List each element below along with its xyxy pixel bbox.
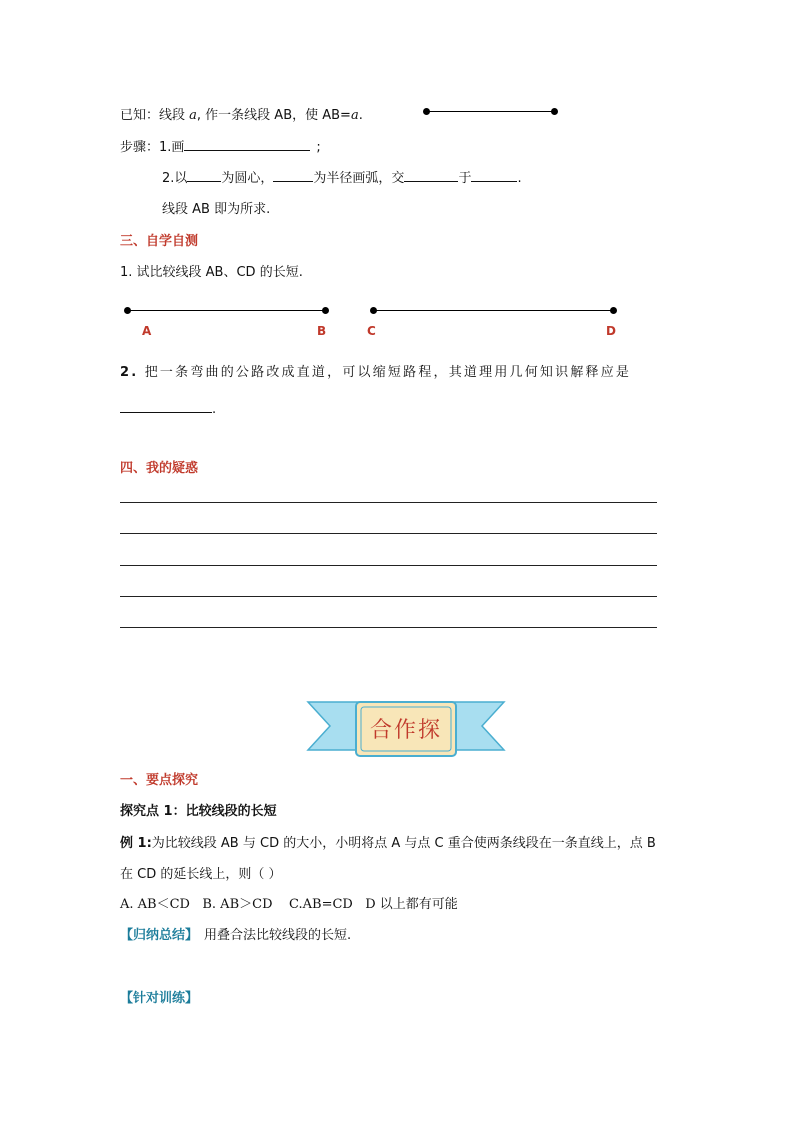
point-c-dot [370, 307, 377, 314]
doubt-line-3 [120, 565, 657, 566]
doubt-line-1 [120, 502, 657, 503]
example-1-text-1: 为比较线段 AB 与 CD 的大小，小明将点 A 与点 C 重合使两条线段在一条直线上，点 B [151, 836, 656, 851]
step-2-blank-point [471, 167, 517, 182]
point-b-label: B [317, 324, 327, 338]
segment-a-line [427, 111, 555, 112]
example-1-line-2: 在 CD 的延长线上，则（ ） [120, 867, 282, 882]
point-b-dot [322, 307, 329, 314]
doubt-line-2 [120, 533, 657, 534]
example-1-label: 例 1: [120, 836, 152, 851]
doubt-line-5 [120, 627, 657, 628]
section-3-q1: 1. 试比较线段 AB、CD 的长短. [120, 265, 303, 280]
step-2 [162, 167, 522, 186]
step-2-c: 为半径画弧，交 [313, 171, 405, 186]
step-1-blank [184, 136, 310, 151]
example-1-line-1 [120, 832, 656, 851]
training-label: 【针对训练】 [120, 991, 199, 1006]
example-1-options: A. AB＜CD B. AB＞CD C.AB=CD D 以上都有可能 [120, 897, 458, 912]
section-3-q2-answer [120, 398, 216, 417]
point-a-label: A [142, 324, 152, 338]
section-3-q2 [120, 361, 631, 380]
banner-title: 合作探 [369, 718, 442, 743]
given-var-a2: a [350, 108, 359, 123]
step-2-e: . [517, 171, 522, 186]
given-var-a: a [189, 108, 197, 123]
step-2-blank-radius [273, 167, 313, 182]
q2-number: 2. [120, 365, 139, 380]
q2-end: . [212, 402, 217, 417]
summary-line [120, 924, 351, 943]
step-2-a: 2.以 [162, 171, 188, 186]
doubt-line-4 [120, 596, 657, 597]
step-2-b: 为圆心， [221, 171, 274, 186]
step-3: 线段 AB 即为所求. [162, 202, 271, 217]
step-2-d: 于 [458, 171, 472, 186]
summary-text: 用叠合法比较线段的长短. [204, 928, 352, 943]
given-suffix: . [358, 108, 363, 123]
segment-ab-line [128, 310, 326, 311]
given-middle: , 作一条线段 AB，使 AB= [196, 108, 351, 123]
steps-label: 步骤：1.画 [120, 140, 185, 155]
section-3-heading: 三、自学自测 [120, 234, 199, 249]
point-d-dot [610, 307, 617, 314]
explore-heading: 一、要点探究 [120, 773, 199, 788]
section-4-heading: 四、我的疑惑 [120, 461, 199, 476]
segment-cd-line [374, 310, 614, 311]
step-1 [120, 136, 321, 155]
segment-a-endpoint-right [551, 108, 558, 115]
q2-answer-blank [120, 398, 212, 413]
explore-point-1: 探究点 1：比较线段的长短 [120, 804, 277, 819]
given-prefix: 已知：线段 [120, 108, 190, 123]
point-a-dot [124, 307, 131, 314]
step-1-end: ; [316, 140, 321, 155]
summary-label: 【归纳总结】 [120, 928, 199, 943]
point-d-label: D [606, 324, 616, 338]
step-2-blank-center [187, 167, 221, 182]
step-2-blank-ray [404, 167, 458, 182]
point-c-label: C [367, 324, 376, 338]
given-line [120, 104, 363, 123]
segment-a-endpoint-left [423, 108, 430, 115]
q2-text: 把一条弯曲的公路改成直道，可以缩短路程，其道理用几何知识解释应是 [144, 365, 632, 380]
banner [306, 698, 506, 760]
